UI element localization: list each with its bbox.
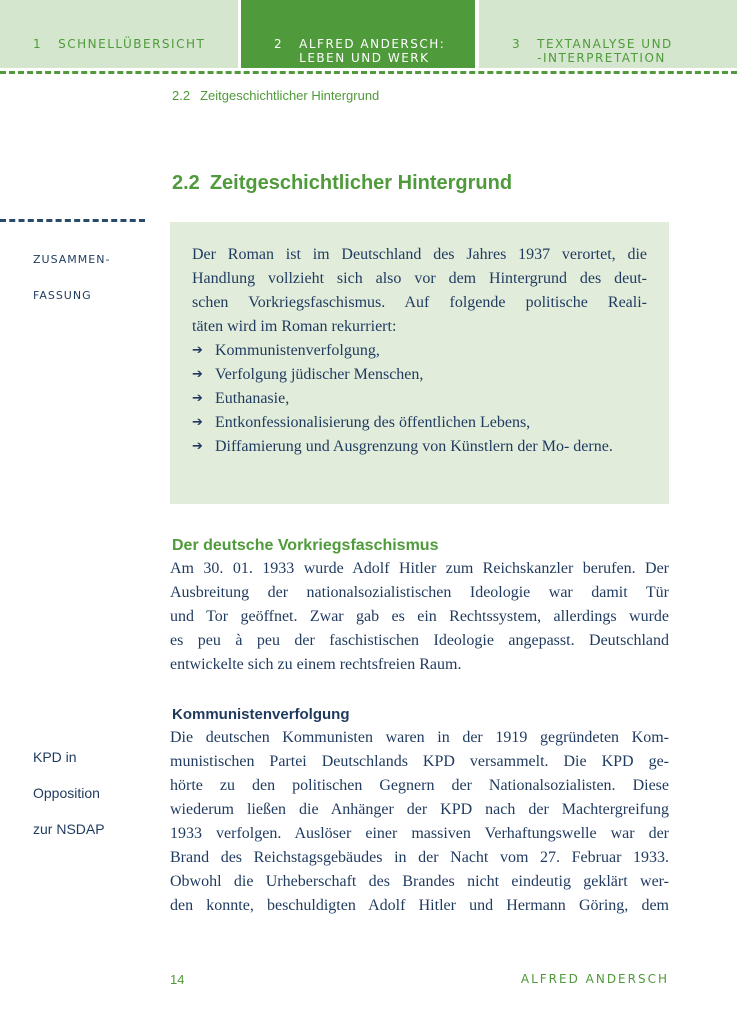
- breadcrumb-text: Zeitgeschichtlicher Hintergrund: [200, 88, 380, 103]
- running-footer-title: ALFRED ANDERSCH: [520, 972, 669, 986]
- list-item: [192, 387, 647, 411]
- list-item-text: Entkonfessionalisierung des öffentlichen Lebens,: [215, 414, 531, 431]
- list-item-text: Kommunistenverfolgung,: [215, 342, 380, 359]
- subsection-heading: Der deutsche Vorkriegsfaschismus: [172, 537, 439, 554]
- paragraph-line: Am 30. 01. 1933 wurde Adolf Hitler zum Reichskanzler berufen. Der: [170, 560, 669, 577]
- tab-textanalyse[interactable]: [479, 0, 737, 68]
- page-number: 14: [170, 972, 185, 987]
- arrow-right-icon: ➔: [192, 343, 203, 358]
- tab-label-line: LEBEN UND WERK: [299, 51, 430, 65]
- summary-box: [170, 222, 669, 504]
- summary-line: Der Roman ist im Deutschland des Jahres 1937 verortet, die: [192, 246, 647, 263]
- paragraph: [170, 557, 669, 677]
- paragraph-line: Ausbreitung der nationalsozialistischen Ideologie war damit Tür: [170, 584, 669, 601]
- paragraph-line: Obwohl die Urheberschaft des Brandes nicht eindeutig geklärt wer-: [170, 873, 669, 890]
- paragraph-line: Die deutschen Kommunisten waren in der 1919 gegründeten Kom-: [170, 729, 669, 746]
- summary-list: [192, 339, 647, 459]
- paragraph-line: entwickelte sich zu einem rechtsfreien Raum.: [170, 656, 462, 673]
- section-number: 2.2: [172, 172, 200, 194]
- tab-schnelluebersicht[interactable]: [0, 0, 238, 68]
- paragraph-line: Brand des Reichstagsgebäudes in der Nacht vom 27. Februar 1933.: [170, 849, 669, 866]
- list-item: [192, 339, 647, 363]
- margin-note-line: FASSUNG: [33, 289, 92, 302]
- paragraph-line: hörte zu den politischen Gegnern der Nationalsozialisten. Diese: [170, 777, 669, 794]
- list-item-text: Diffamierung und Ausgrenzung von Künstlern der Mo- derne.: [215, 438, 613, 455]
- tab-label: [299, 37, 445, 65]
- tab-number: 2: [274, 37, 284, 51]
- list-item-text: Verfolgung jüdischer Menschen,: [215, 366, 424, 383]
- tab-label: [537, 37, 673, 65]
- paragraph-line: munistischen Partei Deutschlands KPD versammelt. Die KPD ge-: [170, 753, 669, 770]
- tab-label-line: -INTERPRETATION: [537, 51, 666, 65]
- summary-intro: [192, 243, 647, 339]
- paragraph-line: es peu à peu der faschistischen Ideologie angepasst. Deutschland: [170, 632, 669, 649]
- list-item: [192, 411, 647, 435]
- paragraph-line: den konnte, beschuldigten Adolf Hitler und Hermann Göring, dem: [170, 897, 669, 914]
- subsection-heading: Kommunistenverfolgung: [172, 706, 350, 723]
- list-item: [192, 435, 625, 459]
- paragraph-line: 1933 verfolgen. Auslöser einer massiven Verhaftungswelle war der: [170, 825, 669, 842]
- tab-number: 3: [512, 37, 522, 51]
- header-divider: [0, 71, 737, 74]
- tab-number: 1: [33, 37, 43, 51]
- margin-note-line: ZUSAMMEN-: [33, 253, 111, 266]
- margin-note-summary: [33, 233, 110, 323]
- summary-line: Handlung vollzieht sich also vor dem Hintergrund des deut-: [192, 270, 647, 287]
- tab-label: SCHNELLÜBERSICHT: [58, 37, 206, 51]
- list-item: [192, 363, 647, 387]
- arrow-right-icon: ➔: [192, 391, 203, 406]
- list-item-text: Euthanasie,: [215, 390, 290, 407]
- breadcrumb-number: 2.2: [172, 88, 191, 103]
- tab-leben-und-werk[interactable]: [241, 0, 475, 68]
- tab-label-line: TEXTANALYSE UND: [537, 37, 673, 51]
- margin-divider: [0, 219, 145, 222]
- summary-line: schen Vorkriegsfaschismus. Auf folgende politische Reali-: [192, 294, 647, 311]
- margin-note-line: zur NSDAP: [33, 821, 105, 837]
- breadcrumb: [172, 88, 379, 103]
- arrow-right-icon: ➔: [192, 367, 203, 382]
- margin-note-kpd: [33, 730, 105, 856]
- arrow-right-icon: ➔: [192, 439, 203, 454]
- paragraph: [170, 726, 669, 918]
- margin-note-line: KPD in: [33, 749, 77, 765]
- section-title-text: Zeitgeschichtlicher Hintergrund: [209, 172, 513, 194]
- paragraph-line: und Tor geöffnet. Zwar gab es ein Rechtssystem, allerdings wurde: [170, 608, 669, 625]
- paragraph-line: wiederum ließen die Anhänger der KPD nach der Machtergreifung: [170, 801, 669, 818]
- section-title: [172, 172, 512, 195]
- summary-line: täten wird im Roman rekurriert:: [192, 318, 397, 335]
- margin-note-line: Opposition: [33, 785, 100, 801]
- chapter-navigation: [0, 0, 737, 68]
- tab-label-line: ALFRED ANDERSCH:: [299, 37, 446, 51]
- arrow-right-icon: ➔: [192, 415, 203, 430]
